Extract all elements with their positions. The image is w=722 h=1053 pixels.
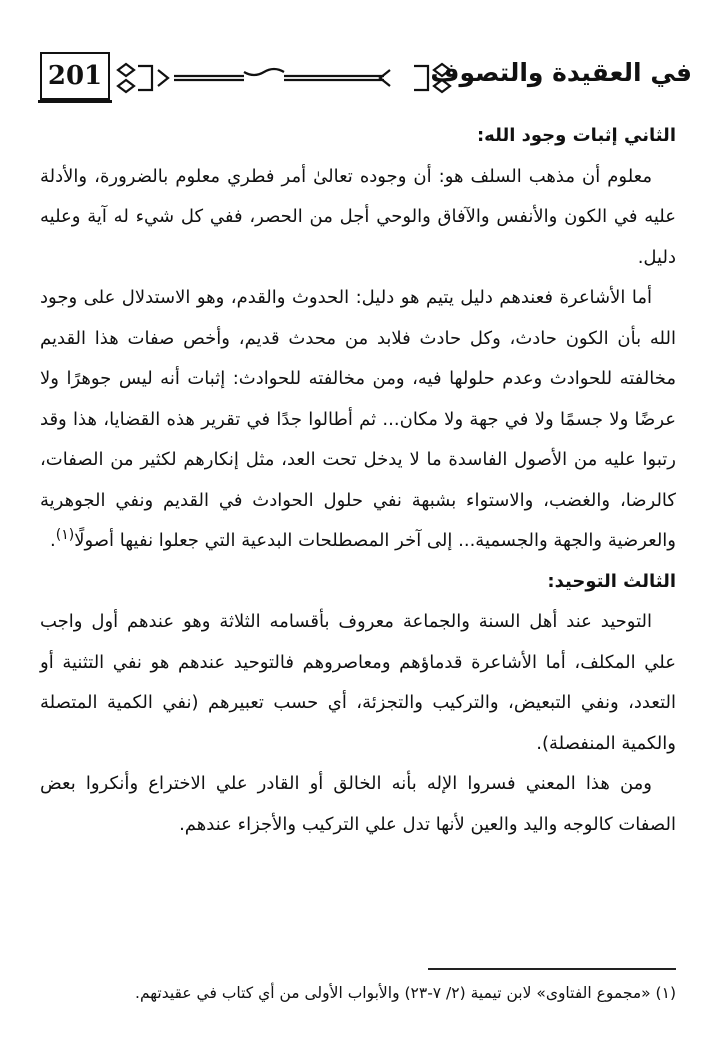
paragraph: التوحيد عند أهل السنة والجماعة معروف بأقسامه الثلاثة وهو عندهم أول واجب علي المكلف، أما الأشاعرة قدماؤهم ومعاصروهم فالتوحيد عندهم هو نفي التثنية أو التعدد، ونفي التبعيض، والتركيب والتجزئة، أي حسب تعبيرهم (نفي الكمية المتصلة والكمية المنفصلة). [40,611,676,754]
running-title: في العقيدة والتصوف [430,58,692,87]
section-heading: الثاني إثبات وجود الله: [476,125,676,146]
ornament-divider-icon [114,60,454,96]
paragraph: ومن هذا المعني فسروا الإله بأنه الخالق أو القادر علي الاختراع وأنكروا بعض الصفات كالوجه واليد والعين لأنها تدل علي التركيب والأجزاء عندهم. [40,773,676,835]
section-heading: الثالث التوحيد: [547,570,676,592]
page-header [40,52,692,106]
footnote-marker: (١) [55,527,75,543]
page-number: 201 [40,52,110,100]
footnote: (١) «مجموع الفتاوى» لابن تيمية (٢/ ٧-٢٣) والأبواب الأولى من أي كتاب في عقيدتهم. [135,984,676,1002]
paragraph-text: أما الأشاعرة فعندهم دليل يتيم هو دليل: الحدوث والقدم، وهو الاستدلال على وجود الله بأن الكون حادث، وكل حادث فلابد من محدث قديم، وأخص صفات هذا القديم مخالفته للحوادث وعدم حلولها فيه، ومن مخالفته للحوادث: إثبات أنه ليس جوهرًا ولا عرضًا ولا جسمًا ولا في جهة ولا مكان... ثم أطالوا جدًا في تقرير هذه القضايا، هذا وقد رتبوا عليه من الأصول الفاسدة ما لا يدخل تحت العد، مثل إنكارهم لكثير من الصفات، كالرضا، والغضب، والاستواء بشبهة نفي حلول الحوادث في القديم ونفي الجوهرية والعرضية والجهة والجسمية... إلى آخر المصطلحات البدعية التي جعلوا نفيها أصولًا [40,287,676,551]
body-text [40,116,676,845]
footnote-separator [428,968,676,970]
paragraph: معلوم أن مذهب السلف هو: أن وجوده تعالىٰ أمر فطري معلوم بالضرورة، والأدلة عليه في الكون والأنفس والآفاق والوحي أجل من الحصر، ففي كل شيء له آية وعليه دليل. [40,165,676,268]
paragraph: أما الأشاعرة فعندهم دليل يتيم هو دليل: الحدوث والقدم، وهو الاستدلال على وجود الله بأن الكون حادث، وكل حادث فلابد من محدث قديم، وأخص صفات هذا القديم مخالفته للحوادث وعدم حلولها فيه، ومن مخالفته للحوادث: إثبات أنه ليس جوهرًا ولا عرضًا ولا جسمًا ولا في جهة ولا مكان... ثم أطالوا جدًا في تقرير هذه القضايا، هذا وقد رتبوا عليه من الأصول الفاسدة ما لا يدخل تحت العد، مثل إنكارهم لكثير من الصفات، كالرضا، والغضب، والاستواء بشبهة نفي حلول الحوادث في القديم ونفي الجوهرية والعرضية والجهة والجسمية... إلى آخر المصطلحات البدعية التي جعلوا نفيها أصولًا$^{(١)}$. [40,287,676,551]
